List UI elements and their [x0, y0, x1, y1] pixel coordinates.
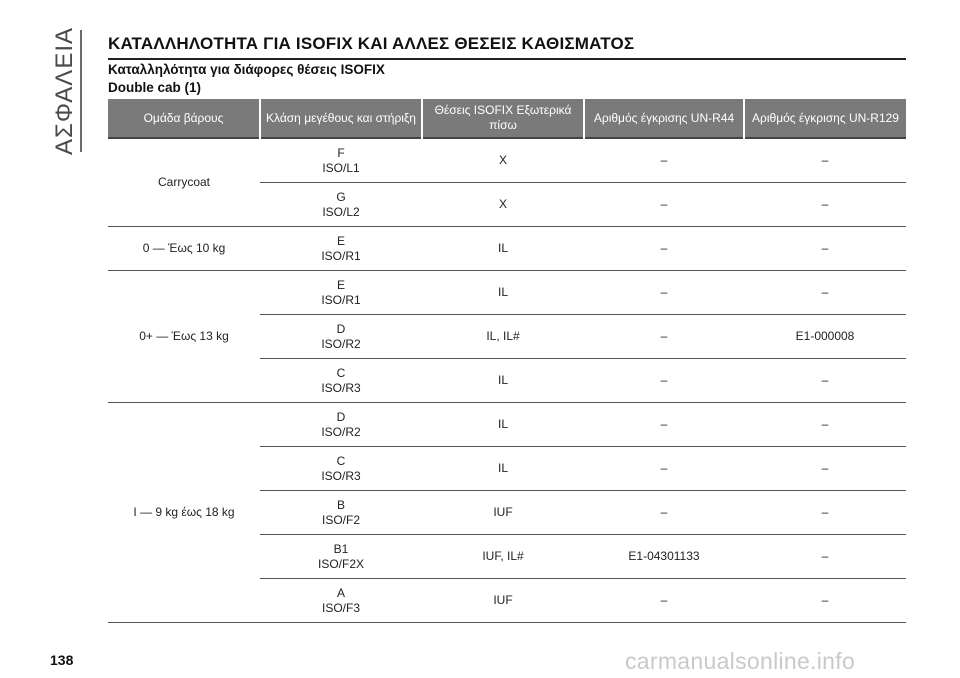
r44-cell: E1-04301133 [584, 535, 744, 579]
r129-cell: – [744, 227, 906, 271]
size-class-cell [260, 447, 422, 491]
isofix-cell: IUF, IL# [422, 535, 584, 579]
r44-cell: – [584, 403, 744, 447]
size-class: A [336, 585, 345, 600]
r129-cell: – [744, 491, 906, 535]
size-class-cell [260, 315, 422, 359]
r129-cell: – [744, 271, 906, 315]
column-header: Κλάση μεγέθους και στήριξη [260, 99, 422, 138]
size-class: C [336, 453, 346, 468]
column-header: Αριθμός έγκρισης UN-R44 [584, 99, 744, 138]
fixture: ISO/R1 [321, 248, 361, 263]
size-class-cell [260, 491, 422, 535]
table-row [108, 227, 906, 271]
fixture: ISO/R1 [321, 292, 361, 307]
r44-cell: – [584, 491, 744, 535]
size-class-cell [260, 138, 422, 183]
r44-cell: – [584, 359, 744, 403]
r129-cell: – [744, 359, 906, 403]
isofix-cell: IL, IL# [422, 315, 584, 359]
size-class-cell [260, 183, 422, 227]
fixture: ISO/R2 [321, 336, 361, 351]
size-class: C [336, 365, 346, 380]
fixture: ISO/R2 [321, 424, 361, 439]
r129-cell: – [744, 403, 906, 447]
size-class: F [337, 145, 345, 160]
fixture: ISO/F3 [321, 600, 360, 615]
weight-group-cell: Carrycoat [108, 138, 260, 227]
isofix-cell: X [422, 138, 584, 183]
size-class-cell [260, 271, 422, 315]
vehicle-variant-label: Double cab (1) [108, 80, 202, 95]
table-row [108, 271, 906, 315]
size-class-cell [260, 359, 422, 403]
r44-cell: – [584, 447, 744, 491]
r129-cell: – [744, 138, 906, 183]
isofix-cell: IUF [422, 491, 584, 535]
isofix-cell: IL [422, 227, 584, 271]
page-number: 138 [50, 652, 74, 668]
isofix-cell: X [422, 183, 584, 227]
isofix-cell: IL [422, 403, 584, 447]
r44-cell: – [584, 227, 744, 271]
section-subtitle: Καταλληλότητα για διάφορες θέσεις ISOFIX [108, 62, 385, 77]
weight-group-cell: I — 9 kg έως 18 kg [108, 403, 260, 623]
r129-cell: – [744, 579, 906, 623]
isofix-cell: IL [422, 359, 584, 403]
isofix-cell: IL [422, 447, 584, 491]
fixture: ISO/L2 [322, 204, 360, 219]
section-tab [50, 26, 80, 156]
section-tab-divider [80, 30, 82, 152]
size-class: D [336, 321, 346, 336]
watermark: carmanualsonline.info [625, 648, 856, 674]
table-row [108, 403, 906, 447]
size-class-cell [260, 227, 422, 271]
r129-cell: E1-000008 [744, 315, 906, 359]
r129-cell: – [744, 535, 906, 579]
r44-cell: – [584, 315, 744, 359]
isofix-compatibility-table [108, 99, 906, 623]
fixture: ISO/R3 [321, 380, 361, 395]
r44-cell: – [584, 271, 744, 315]
size-class-cell [260, 403, 422, 447]
column-header: Ομάδα βάρους [108, 99, 260, 138]
isofix-cell: IL [422, 271, 584, 315]
r129-cell: – [744, 447, 906, 491]
section-tab-label: ΑΣΦΑΛΕΙΑ [51, 26, 78, 156]
fixture: ISO/F2X [317, 556, 364, 571]
size-class: B1 [333, 541, 349, 556]
size-class: G [336, 189, 346, 204]
column-header: Θέσεις ISOFIX Εξωτερικά πίσω [422, 99, 584, 138]
weight-group-cell: 0+ — Έως 13 kg [108, 271, 260, 403]
r44-cell: – [584, 579, 744, 623]
isofix-cell: IUF [422, 579, 584, 623]
size-class: B [336, 497, 345, 512]
table-row [108, 138, 906, 183]
size-class: E [336, 233, 345, 248]
page-title: ΚΑΤΑΛΛΗΛΟΤΗΤΑ ΓΙΑ ISOFIX ΚΑΙ ΑΛΛΕΣ ΘΕΣΕΙΣ ΚΑΘΙΣΜΑΤΟΣ [108, 34, 906, 60]
size-class: E [336, 277, 345, 292]
size-class: D [336, 409, 346, 424]
fixture: ISO/R3 [321, 468, 361, 483]
weight-group-cell: 0 — Έως 10 kg [108, 227, 260, 271]
r129-cell: – [744, 183, 906, 227]
r44-cell: – [584, 183, 744, 227]
column-header: Αριθμός έγκρισης UN-R129 [744, 99, 906, 138]
fixture: ISO/L1 [322, 160, 360, 175]
size-class-cell [260, 535, 422, 579]
size-class-cell [260, 579, 422, 623]
fixture: ISO/F2 [321, 512, 360, 527]
table-header-row [108, 99, 906, 138]
r44-cell: – [584, 138, 744, 183]
